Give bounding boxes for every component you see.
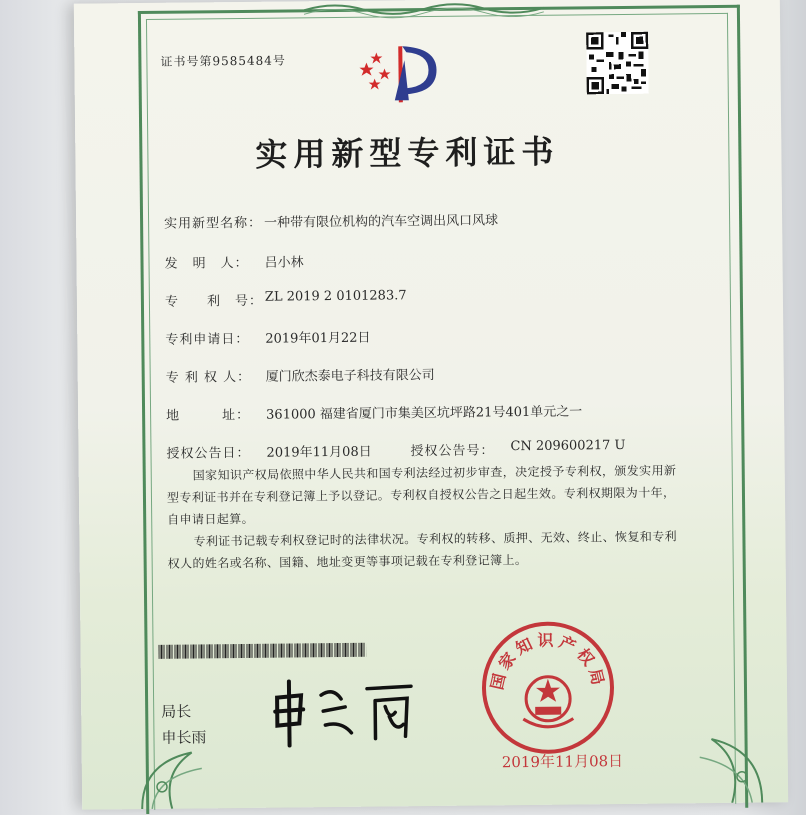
bottom-right-ornament-icon [691, 726, 772, 803]
seal-text: 国家知识产权局 [487, 630, 609, 692]
signoff-name: 申长雨 [161, 728, 207, 747]
certificate-title: 实用新型专利证书 [255, 132, 560, 174]
name-value: 一种带有限位机构的汽车空调出风口风球 [264, 213, 499, 231]
patentee-value: 厦门欣杰泰电子科技有限公司 [265, 367, 435, 385]
bottom-left-ornament-icon [132, 742, 213, 809]
filing-date-value: 2019年01月22日 [265, 330, 371, 347]
grant-date-label: 授权公告日： [166, 445, 251, 462]
filing-date-label: 专利申请日： [165, 331, 250, 348]
address-value: 361000 福建省厦门市集美区坑坪路21号401单元之一 [266, 404, 583, 423]
seal-date: 2019年11月08日 [501, 752, 624, 772]
patent-number-label: 专 利 号： [164, 293, 264, 310]
name-label: 实用新型名称： [164, 215, 263, 232]
inventor-value: 吕小林 [264, 255, 304, 271]
legal-status-paragraph: 专利证书记载专利权登记时的法律状况。专利权的转移、质押、无效、终止、恢复和专利权人的姓名或名称、国籍、地址变更等事项记载在专利登记簿上。 [167, 529, 678, 571]
grant-date-value: 2019年11月08日 [266, 444, 372, 461]
signature-icon [271, 676, 422, 748]
certificate-paper [74, 0, 788, 810]
official-seal-icon [478, 618, 617, 757]
barcode-icon [159, 643, 367, 659]
top-ornament-icon [304, 0, 544, 19]
cnipa-logo-icon [354, 40, 451, 107]
grant-number-label: 授权公告号： [410, 443, 495, 460]
patentee-label: 专 利 权 人： [165, 369, 252, 386]
grant-number-value: CN 209600217 U [510, 437, 626, 455]
signoff-title: 局长 [161, 702, 192, 721]
address-label: 地 址： [166, 407, 251, 424]
inventor-label: 发 明 人： [164, 255, 249, 272]
qr-code-icon [586, 32, 649, 95]
patent-number-value: ZL 2019 2 0101283.7 [264, 288, 407, 305]
certificate-number: 证书号第9585484号 [160, 53, 286, 69]
decision-paragraph: 国家知识产权局依照中华人民共和国专利法经过初步审查，决定授予专利权，颁发实用新型专利证书并在专利登记簿上予以登记。专利权自授权公告之日起生效。专利权期限为十年，自申请日起算。 [166, 463, 677, 527]
